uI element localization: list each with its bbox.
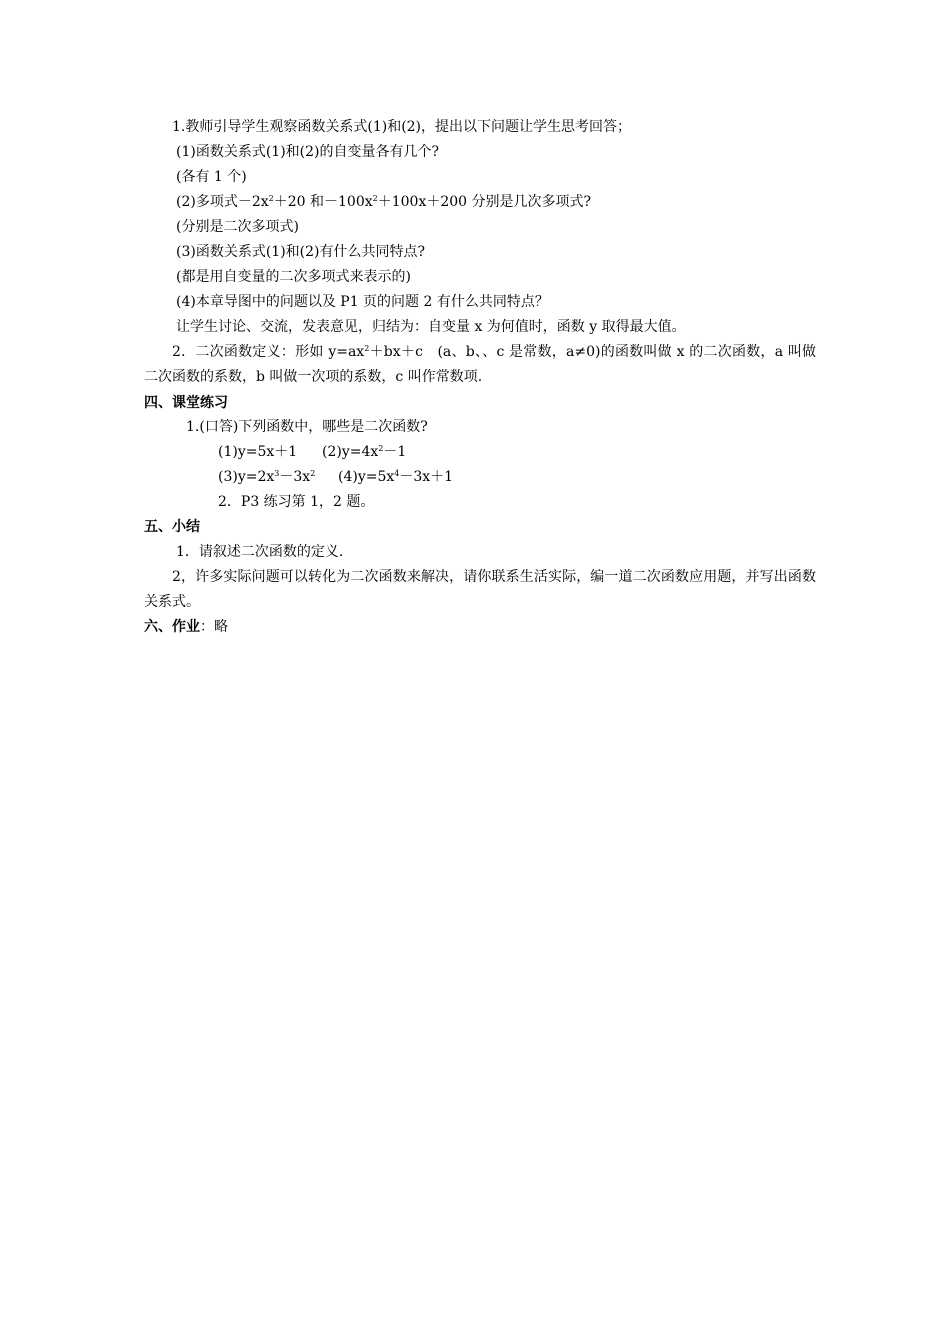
superscript: 2 [378, 444, 384, 453]
section-6 [144, 618, 228, 636]
text: (4)y=5x [338, 469, 395, 485]
answer-1 [176, 168, 247, 186]
question-4 [176, 293, 549, 311]
text: (1)函数关系式(1)和(2)的自变量各有几个? [176, 144, 439, 160]
text: (2)y=4x [322, 444, 379, 460]
text: 1.(口答)下列函数中，哪些是二次函数? [186, 419, 428, 435]
text: －3x＋1 [399, 469, 454, 485]
text: ： [200, 619, 214, 635]
summary-item-2 [144, 565, 816, 615]
question-intro [172, 118, 631, 136]
section-5-heading [144, 518, 200, 536]
superscript: 3 [274, 469, 280, 478]
definition-paragraph [144, 340, 816, 390]
question-1 [176, 143, 439, 161]
function-3 [218, 468, 315, 486]
text: 1．请叙述二次函数的定义. [176, 544, 344, 560]
text: (1)y=5x＋1 [218, 444, 298, 460]
text: 四、课堂练习 [144, 395, 228, 411]
text: －3x [279, 469, 311, 485]
discussion-text [176, 318, 686, 336]
superscript: 4 [394, 469, 400, 478]
superscript: 2 [364, 344, 370, 353]
function-4 [338, 468, 453, 486]
section-6-heading: 六、作业 [144, 619, 200, 635]
superscript: 2 [310, 469, 316, 478]
function-2 [322, 443, 406, 461]
exercise-question-2 [218, 493, 374, 511]
text: (都是用自变量的二次多项式来表示的) [176, 269, 411, 285]
text: 2．P3 练习第 1，2 题。 [218, 494, 375, 510]
superscript: 2 [372, 194, 378, 203]
function-1 [218, 443, 297, 461]
text: －1 [383, 444, 407, 460]
section-4-heading [144, 394, 228, 412]
text: 让学生讨论、交流，发表意见，归结为：自变量 x 为何值时，函数 y 取得最大值。 [176, 319, 686, 335]
text: 2．二次函数定义：形如 y=ax [172, 344, 365, 360]
question-3 [176, 243, 425, 261]
answer-3 [176, 268, 411, 286]
text: 五、小结 [144, 519, 200, 535]
text: (4)本章导图中的问题以及 P1 页的问题 2 有什么共同特点？ [176, 294, 549, 310]
text: (3)函数关系式(1)和(2)有什么共同特点? [176, 244, 425, 260]
text: 1.教师引导学生观察函数关系式(1)和(2)，提出以下问题让学生思考回答； [172, 119, 632, 135]
text: ＋20 和－100x [273, 194, 373, 210]
question-2 [176, 193, 591, 211]
text: (3)y=2x [218, 469, 275, 485]
summary-item-1 [176, 543, 343, 561]
text: 2，许多实际问题可以转化为二次函数来解决，请你联系生活实际，编一道二次函数应用题，并写出函数关系式。 [144, 569, 816, 610]
text: (分别是二次多项式) [176, 219, 299, 235]
answer-2 [176, 218, 299, 236]
exercise-question-1 [186, 418, 428, 436]
superscript: 2 [268, 194, 274, 203]
text: (各有 1 个) [176, 169, 247, 185]
text: (2)多项式－2x [176, 194, 269, 210]
text: ＋100x＋200 分别是几次多项式? [377, 194, 592, 210]
homework-text: 略 [214, 619, 228, 635]
text: ＋bx＋c (a、b、、c 是常数，a≠0)的函数叫做 x 的二次函数，a 叫做二次函数的系数，b 叫做一次项的系数，c 叫作常数项. [144, 344, 816, 385]
